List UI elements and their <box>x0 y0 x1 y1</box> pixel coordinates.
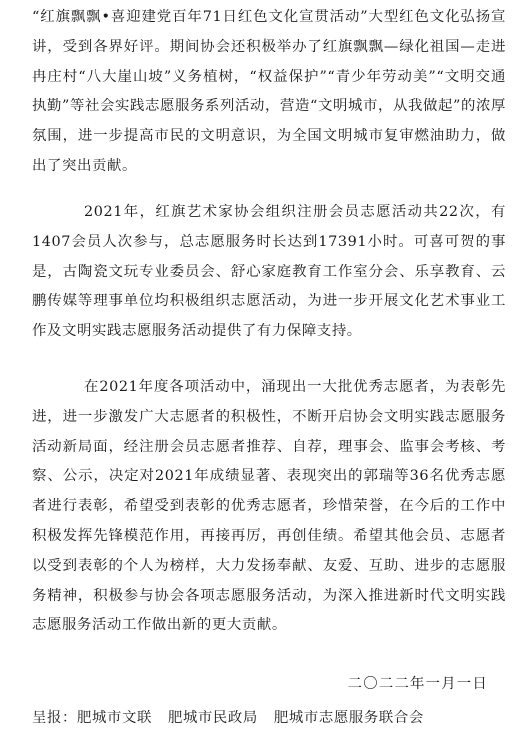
submitted-org-volunteer-union: 肥城市志愿服务联合会 <box>273 710 424 726</box>
paragraph-2021-statistics: 2021年，红旗艺术家协会组织注册会员志愿活动共22次，有1407会员人次参与，总志愿服务时长达到17391小时。可喜可贺的事是，古陶瓷文玩专业委员会、舒心家庭教育工作室分会、乐享教育、云鹏传媒等理事单位均积极组织志愿活动，为进一步开展文化艺术事业工作及文明实践志愿服务活动提供了有力保障支持。 <box>32 204 506 340</box>
paragraph-commendation: 在2021年度各项活动中，涌现出一大批优秀志愿者，为表彰先进，进一步激发广大志愿者的积极性，不断开启协会文明实践志愿服务活动新局面，经注册会员志愿者推荐、自荐，理事会、监事会考核、考察、公示，决定对2021年成绩显著、表现突出的郭瑞等36名优秀志愿者进行表彰，希望受到表彰的优秀志愿者，珍惜荣誉，在今后的工作中积极发挥先锋模范作用，再接再厉，再创佳绩。希望其他会员、志愿者以受到表彰的个人为榜样，大力发扬奉献、友爱、互助、进步的志愿服务精神，积极参与协会各项志愿服务活动，为深入推进新时代文明实践志愿服务活动工作做出新的更大贡献。 <box>32 379 506 634</box>
submitted-org-federation: 肥城市文联 <box>76 710 152 726</box>
submitted-org-civil-affairs: 肥城市民政局 <box>167 710 258 726</box>
paragraph-activities: “红旗飘飘•喜迎建党百年71日红色文化宣贯活动”大型红色文化弘扬宣讲，受到各界好评。期间协会还积极举办了红旗飘飘—绿化祖国—走进冉庄村“八大崖山坡”义务植树，“权益保护”“青少年劳动美”“文明交通执勤”等社会实践志愿服务系列活动，营造“文明城市，从我做起”的浓厚氛围，进一步提高市民的文明意识，为全国文明城市复审燃油助力，做出了突出贡献。 <box>32 9 506 174</box>
submitted-by-label: 呈报： <box>32 710 77 726</box>
document-date: 二〇二二年一月一日 <box>347 676 488 692</box>
submitted-by-line <box>32 707 424 729</box>
